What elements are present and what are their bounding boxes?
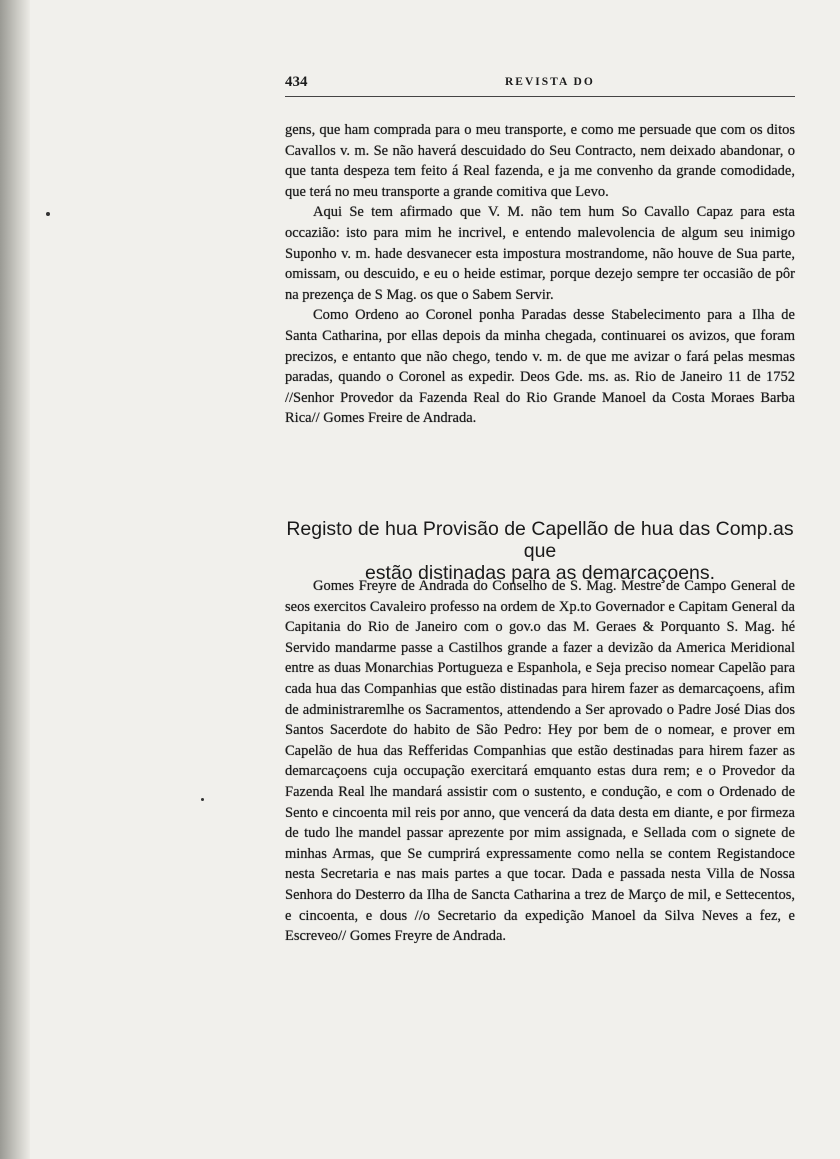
paragraph: gens, que ham comprada para o meu transporte, e como me persuade que com os ditos Cavallos v. m. Se não haverá descuidado do Seu Contracto, nem deixado abandonar, o que tanta despeza tem feito á Real fazenda, e ja me convenho da grande comodidade, que terá no meu transporte a grande comitiva que Levo. [285,122,795,200]
provision-text [285,576,795,947]
paragraph: Gomes Freyre de Andrada do Conselho de S. Mag. Mestre de Campo General de seos exercitos Cavaleiro professo na ordem de Xp.to Governador e Capitam General da Capitania do Rio de Janeiro com o gov.o das M. Geraes & Porquanto S. Mag. hé Servido mandarme passe a Castilhos grande a fazer a devizão da America Meridional entre as duas Monarchias Portugueza e Espanhola, e Seja preciso nomear Capelão para cada hua das Companhias que estão distinadas para hirem fazer as demarcaçoens, afim de administraremlhe os Sacramentos, attendendo a Ser aprovado o Padre José Dias dos Santos Sacerdote do habito de São Pedro: Hey por bem de o nomear, e prover em Capelão de hua das Refferidas Companhias que estão destinadas para hirem fazer as demarcaçoens cuja occupação exercitará emquanto estas dura rem; e o Provedor da Fazenda Real lhe mandará assistir com o sustento, e condução, e com o Ordenado de Sento e cincoenta mil reis por anno, que vencerá da data desta em diante, e por firmeza de tudo lhe mandel passar aprezente por mim assignada, e Sellada com o signete de minhas Armas, que Se cumprirá expressamente como nella se contem Registandoce nesta Secretaria e nas mais partes a que tocar. Dada e passada nesta Villa de Nossa Senhora do Desterro da Ilha de Sancta Catharina a trez de Março de mil, e Settecentos, e cincoenta, e dous //o Secretario da expedição Manoel da Silva Neves a fez, e Escreveo// Gomes Freyre de Andrada. [285,578,795,945]
page-header [285,74,795,96]
section-title-line: Registo de hua Provisão de Capellão de hua das Comp.as que [286,518,794,562]
header-rule [285,96,795,97]
continuation-text [285,120,795,429]
running-title: REVISTA DO [505,76,595,88]
paragraph: Aqui Se tem afirmado que V. M. não tem hum So Cavallo Capaz para esta occazião: isto para mim he incrivel, e entendo malevolencia de algum seu inimigo Suponho v. m. hade desvanecer esta impostura mostrandome, não houve de Sua parte, omissam, ou descuido, e eu o heide estimar, porque dezejo sempre ter occasião de pôr na prezença de S Mag. os que o Sabem Servir. [285,204,795,303]
section-title-line: estão distinadas para as demarcaçoens. [364,562,716,584]
paragraph: Como Ordeno ao Coronel ponha Paradas desse Stabelecimento para a Ilha de Santa Catharina, por ellas depois da minha chegada, continuarei os avizos, que foram precizos, e entanto que não chego, tendo v. m. de que me avizar o fará pelas mesmas paradas, quando o Coronel as expedir. Deos Gde. ms. as. Rio de Janeiro 11 de 1752 //Senhor Provedor da Fazenda Real do Rio Grande Manoel da Costa Moraes Barba Rica// Gomes Freire de Andrada. [285,307,795,427]
book-spine-shadow [0,0,30,1159]
margin-speck [201,798,204,801]
section-title [285,518,795,584]
page-number: 434 [285,74,308,90]
margin-speck [46,212,50,216]
